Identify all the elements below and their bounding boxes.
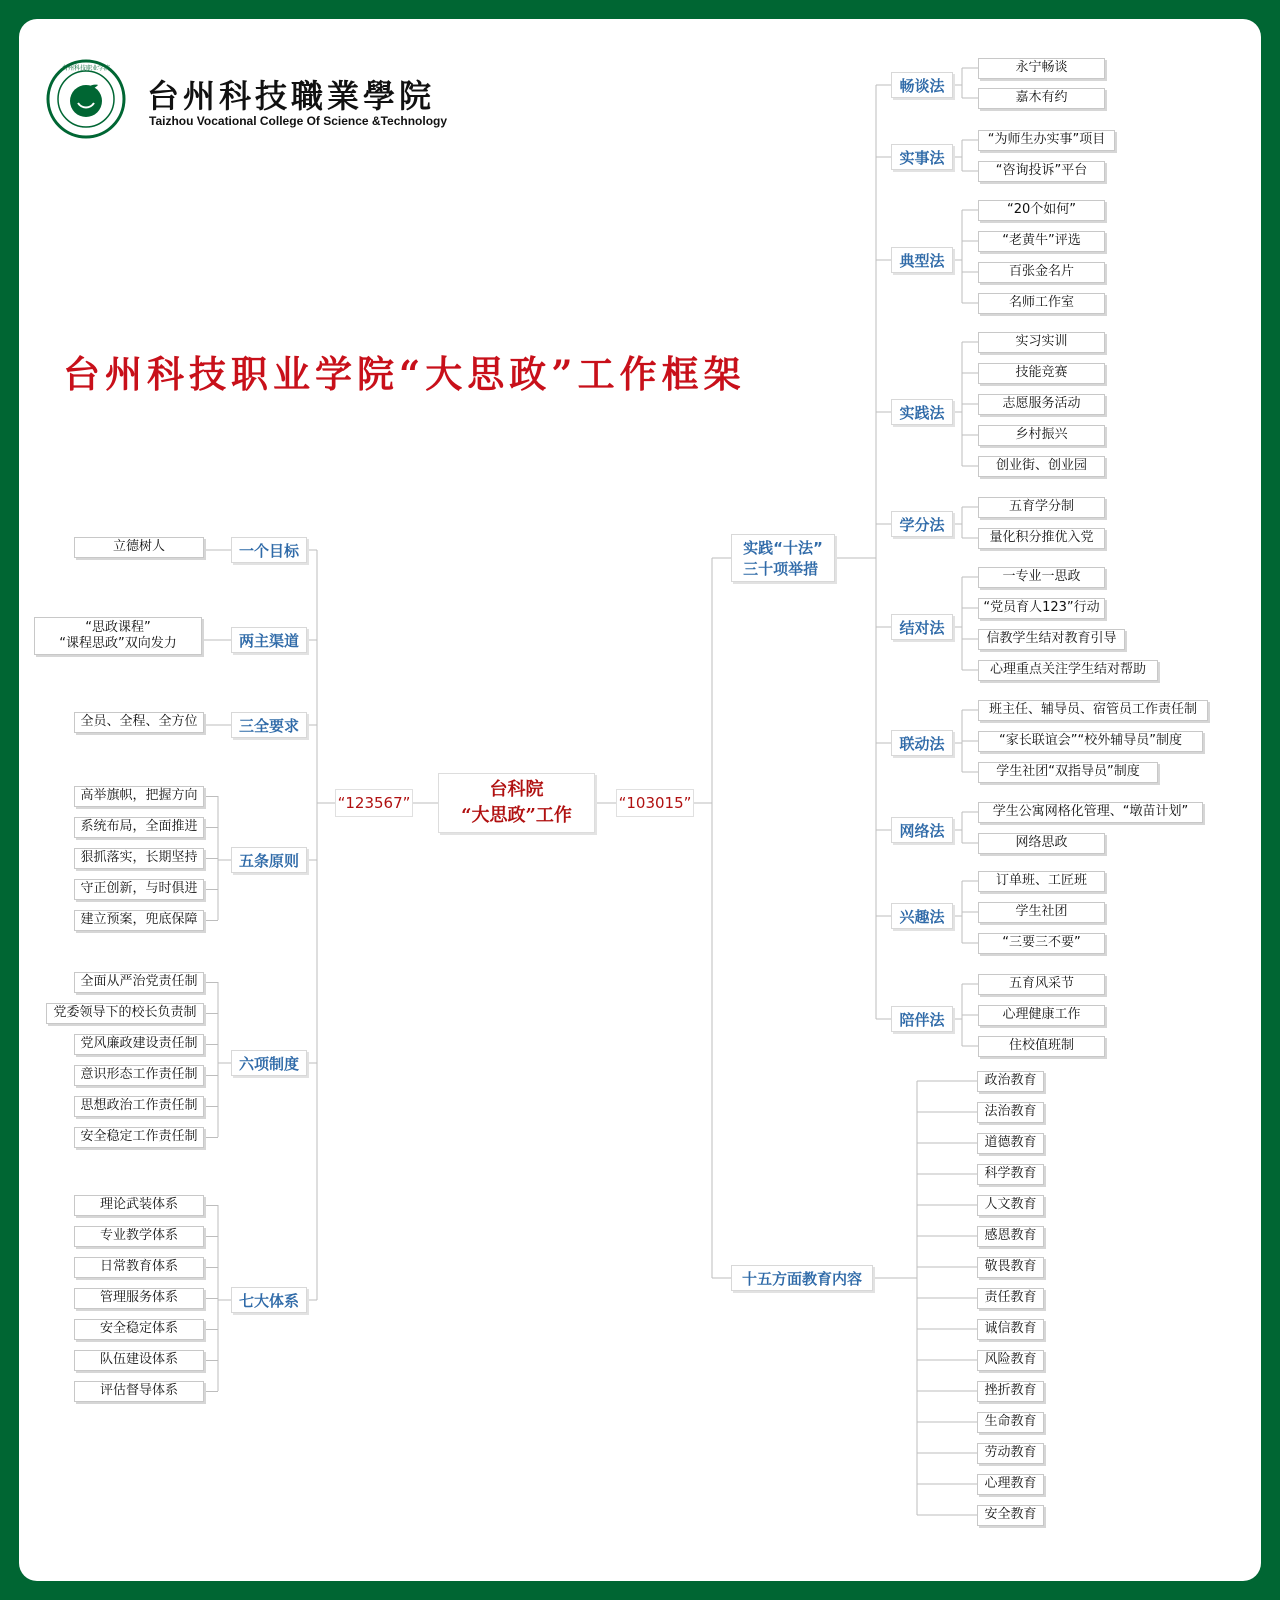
practice-method-6[interactable]: 联动法 <box>891 730 953 756</box>
left-item[interactable]: 专业教学体系 <box>74 1226 204 1247</box>
practice-item[interactable]: “为师生办实事”项目 <box>978 130 1115 151</box>
emblem-ring-text: 台州科技职业学院 <box>61 65 111 72</box>
left-item[interactable]: 安全稳定工作责任制 <box>74 1127 204 1148</box>
college-name-cn: 台州科技職業學院 <box>147 77 436 115</box>
practice-method-2[interactable]: 典型法 <box>891 247 953 273</box>
left-item[interactable]: 系统布局，全面推进 <box>74 817 204 838</box>
practice-item[interactable]: 嘉木有约 <box>978 88 1105 109</box>
practice-item[interactable]: 订单班、工匠班 <box>978 871 1105 892</box>
practice-method-5[interactable]: 结对法 <box>891 614 953 640</box>
left-item[interactable]: 党风廉政建设责任制 <box>74 1034 204 1055</box>
left-item[interactable]: 安全稳定体系 <box>74 1319 204 1340</box>
practice-item[interactable]: “党员育人123”行动 <box>978 598 1105 619</box>
left-item[interactable]: 狠抓落实，长期坚持 <box>74 848 204 869</box>
education-item[interactable]: 科学教育 <box>977 1164 1044 1185</box>
left-group-1[interactable]: 两主渠道 <box>231 627 307 653</box>
practice-item[interactable]: 心理健康工作 <box>978 1005 1105 1026</box>
practice-method-3[interactable]: 实践法 <box>891 399 953 425</box>
education-item[interactable]: 劳动教育 <box>977 1443 1044 1464</box>
left-item[interactable]: 建立预案，兜底保障 <box>74 910 204 931</box>
practice-method-4[interactable]: 学分法 <box>891 511 953 537</box>
practice-branch-node[interactable]: 实践“十法” 三十项举措 <box>731 534 835 582</box>
left-item[interactable]: 全员、全程、全方位 <box>74 712 204 733</box>
left-item[interactable]: 日常教育体系 <box>74 1257 204 1278</box>
education-item[interactable]: 感恩教育 <box>977 1226 1044 1247</box>
education-item[interactable]: 敬畏教育 <box>977 1257 1044 1278</box>
left-item[interactable]: 思想政治工作责任制 <box>74 1096 204 1117</box>
left-item[interactable]: 队伍建设体系 <box>74 1350 204 1371</box>
practice-item[interactable]: 乡村振兴 <box>978 425 1105 446</box>
education-item[interactable]: 诚信教育 <box>977 1319 1044 1340</box>
page-title: 台州科技职业学院“大思政”工作框架 <box>63 352 746 396</box>
practice-item[interactable]: 心理重点关注学生结对帮助 <box>978 660 1158 681</box>
practice-item[interactable]: 量化积分推优入党 <box>978 528 1105 549</box>
practice-item[interactable]: “20个如何” <box>978 200 1105 221</box>
left-item[interactable]: 意识形态工作责任制 <box>74 1065 204 1086</box>
center-node[interactable] <box>438 773 595 833</box>
practice-item[interactable]: 五育学分制 <box>978 497 1105 518</box>
practice-item[interactable]: 百张金名片 <box>978 262 1105 283</box>
practice-method-7[interactable]: 网络法 <box>891 817 953 843</box>
college-name-en: Taizhou Vocational College Of Science &Technology <box>149 114 448 128</box>
education-item[interactable]: 挫折教育 <box>977 1381 1044 1402</box>
practice-item[interactable]: 技能竞赛 <box>978 363 1105 384</box>
center-node-line2: “大思政”工作 <box>461 805 572 826</box>
practice-item[interactable]: “老黄牛”评选 <box>978 231 1105 252</box>
practice-item[interactable]: 学生社团 <box>978 902 1105 923</box>
left-item[interactable]: 立德树人 <box>74 537 204 558</box>
practice-method-9[interactable]: 陪伴法 <box>891 1006 953 1032</box>
left-item[interactable]: 全面从严治党责任制 <box>74 972 204 993</box>
left-item[interactable]: 评估督导体系 <box>74 1381 204 1402</box>
diagram-panel <box>19 19 1261 1581</box>
education-item[interactable]: 道德教育 <box>977 1133 1044 1154</box>
left-group-5[interactable]: 七大体系 <box>231 1287 307 1313</box>
practice-item[interactable]: 实习实训 <box>978 332 1105 353</box>
education-item[interactable]: 法治教育 <box>977 1102 1044 1123</box>
education-item[interactable]: 政治教育 <box>977 1071 1044 1092</box>
practice-item[interactable]: “咨询投诉”平台 <box>978 161 1105 182</box>
practice-item[interactable]: “家长联谊会”“校外辅导员”制度 <box>978 731 1203 752</box>
practice-item[interactable]: 创业街、创业园 <box>978 456 1105 477</box>
practice-item[interactable]: 名师工作室 <box>978 293 1105 314</box>
practice-item[interactable]: 永宁畅谈 <box>978 58 1105 79</box>
education-item[interactable]: 心理教育 <box>977 1474 1044 1495</box>
left-item[interactable]: 管理服务体系 <box>74 1288 204 1309</box>
left-item[interactable]: 理论武装体系 <box>74 1195 204 1216</box>
left-group-2[interactable]: 三全要求 <box>231 712 307 738</box>
left-item[interactable]: 守正创新，与时俱进 <box>74 879 204 900</box>
left-group-0[interactable]: 一个目标 <box>231 537 307 563</box>
practice-method-8[interactable]: 兴趣法 <box>891 903 953 929</box>
left-group-4[interactable]: 六项制度 <box>231 1050 307 1076</box>
left-item[interactable]: “思政课程” “课程思政”双向发力 <box>34 617 202 655</box>
practice-item[interactable]: 五育风采节 <box>978 974 1105 995</box>
center-node-line1: 台科院 <box>489 778 544 800</box>
left-item[interactable]: 高举旗帜，把握方向 <box>74 786 204 807</box>
college-emblem-icon <box>46 59 126 139</box>
left-code-node[interactable]: “123567” <box>335 789 413 817</box>
right-code-node[interactable]: “103015” <box>616 789 694 817</box>
practice-item[interactable]: 志愿服务活动 <box>978 394 1105 415</box>
education-branch-node[interactable]: 十五方面教育内容 <box>731 1265 873 1291</box>
practice-item[interactable]: 信教学生结对教育引导 <box>978 629 1125 650</box>
practice-item[interactable]: 班主任、辅导员、宿管员工作责任制 <box>978 700 1208 721</box>
left-group-3[interactable]: 五条原则 <box>231 847 307 873</box>
education-item[interactable]: 人文教育 <box>977 1195 1044 1216</box>
practice-item[interactable]: 学生社团“双指导员”制度 <box>978 762 1158 783</box>
practice-item[interactable]: 网络思政 <box>978 833 1105 854</box>
practice-item[interactable]: 住校值班制 <box>978 1036 1105 1057</box>
education-item[interactable]: 风险教育 <box>977 1350 1044 1371</box>
education-item[interactable]: 生命教育 <box>977 1412 1044 1433</box>
left-item[interactable]: 党委领导下的校长负责制 <box>46 1003 204 1024</box>
practice-item[interactable]: “三要三不要” <box>978 933 1105 954</box>
education-item[interactable]: 责任教育 <box>977 1288 1044 1309</box>
practice-method-0[interactable]: 畅谈法 <box>891 72 953 98</box>
practice-method-1[interactable]: 实事法 <box>891 144 953 170</box>
practice-item[interactable]: 一专业一思政 <box>978 567 1105 588</box>
practice-item[interactable]: 学生公寓网格化管理、“墩苗计划” <box>978 802 1203 823</box>
education-item[interactable]: 安全教育 <box>977 1505 1044 1526</box>
